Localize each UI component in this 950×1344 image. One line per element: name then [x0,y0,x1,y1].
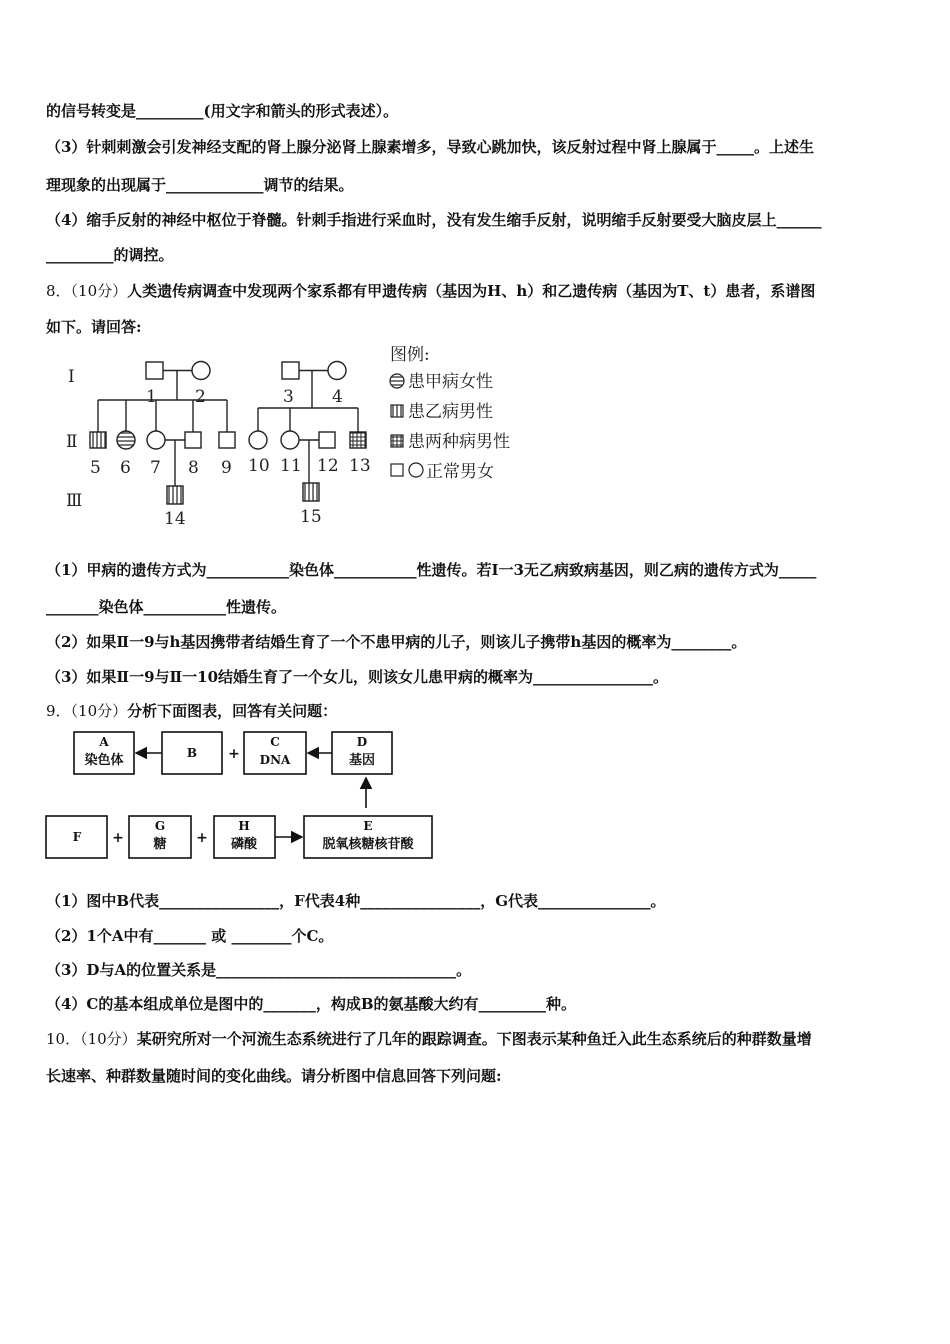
plus-G-H: + [196,830,208,846]
q10-line-2: 长速率、种群数量随时间的变化曲线。请分析图中信息回答下列问题: [46,1067,502,1085]
plus-F-G: + [112,830,124,846]
legend-label-3: 患两种病男性 [408,432,510,452]
id-10: 10 [248,456,270,476]
legend-symbol-4a [391,464,403,476]
box-H-text: 磷酸 [230,837,258,852]
person-6 [117,431,135,449]
q9-heading-text: 分析下面图表，回答有关问题： [127,702,338,720]
id-8: 8 [188,458,199,478]
q8-number: 8．（10分） [46,282,128,300]
q7-line-5: _________的调控。 [46,246,174,264]
q10-heading-text: 某研究所对一个河流生态系统进行了几年的跟踪调查。下图表示某种鱼迁入此生态系统后的种群数量增 [136,1030,812,1048]
box-C-letter: C [270,735,280,749]
box-E-text: 脱氧核糖核苷酸 [322,837,414,852]
id-7: 7 [150,458,161,478]
box-D-letter: D [356,735,368,749]
legend-symbol-2 [391,405,403,417]
pedigree-chart [60,340,540,535]
id-2: 2 [195,387,206,407]
id-15: 15 [300,507,322,527]
q9-heading [46,701,906,721]
q9-sub4: （4）C的基本组成单位是图中的_______，构成B的氨基酸大约有_________种。 [46,995,577,1013]
q8-line-2: 如下。请回答: [46,318,142,336]
q8-sub1-line2: _______染色体___________性遗传。 [46,598,287,616]
gene-structure-diagram [44,728,436,862]
person-5 [90,432,106,448]
id-1: 1 [146,387,157,407]
gen-label-III: Ⅲ [66,491,83,511]
person-8 [185,432,201,448]
person-10 [249,431,267,449]
q10-number: 10．（10分） [46,1030,137,1048]
pedigree-legend [390,345,510,482]
q7-line-3: 理现象的出现属于_____________调节的结果。 [46,176,354,194]
q9-sub2: （2）1个A中有_______ 或 ________个C。 [46,927,334,945]
q8-heading [46,281,906,301]
legend-label-1: 患甲病女性 [408,372,493,392]
q8-sub3: （3）如果Ⅱ一9与Ⅱ一10结婚生育了一个女儿，则该女儿患甲病的概率为________________。 [46,668,669,686]
legend-title: 图例: [390,345,430,365]
box-D-text: 基因 [348,753,376,768]
id-11: 11 [280,456,302,476]
person-4 [328,362,346,380]
legend-symbol-3 [391,435,403,447]
id-9: 9 [221,458,232,478]
q7-line-1: 的信号转变是_________(用文字和箭头的形式表述）。 [46,102,399,120]
box-H-letter: H [238,819,250,833]
q8-heading-text: 人类遗传病调查中发现两个家系都有甲遗传病（基因为H、h）和乙遗传病（基因为T、t）患者，系谱图 [127,282,816,300]
person-2 [192,362,210,380]
person-14 [167,486,183,504]
id-14: 14 [164,509,186,529]
q9-number: 9．（10分） [46,702,128,720]
id-12: 12 [317,456,339,476]
q9-sub3: （3）D与A的位置关系是________________________________。 [46,961,472,979]
legend-symbol-4b [409,463,423,477]
box-F-letter: F [72,830,82,844]
plus-B-C: + [228,746,240,762]
id-6: 6 [120,458,131,478]
q9-sub1: （1）图中B代表________________，F代表4种________________，G代表_______________。 [46,892,666,910]
q7-line-4: （4）缩手反射的神经中枢位于脊髓。针刺手指进行采血时，没有发生缩手反射，说明缩手反射要受大脑皮层上______ [46,211,822,229]
legend-label-2: 患乙病男性 [408,402,493,422]
id-5: 5 [90,458,101,478]
person-11 [281,431,299,449]
person-3 [282,362,299,379]
id-3: 3 [283,387,294,407]
legend-symbol-1 [390,374,404,388]
person-7 [147,431,165,449]
id-13: 13 [349,456,371,476]
q10-heading [46,1029,906,1049]
person-12 [319,432,335,448]
box-E-letter: E [363,819,373,833]
legend-label-4: 正常男女 [426,462,494,482]
person-9 [219,432,235,448]
q8-sub1-line1: （1）甲病的遗传方式为___________染色体___________性遗传。若Ⅰ一3无乙病致病基因，则乙病的遗传方式为_____ [46,561,817,579]
box-G-text: 糖 [153,837,167,852]
box-A-text: 染色体 [84,753,124,768]
box-B-letter: B [186,746,198,760]
person-15 [303,483,319,501]
gen-label-I: Ⅰ [68,367,75,387]
person-13 [350,432,366,448]
box-A-letter: A [99,735,109,749]
person-1 [146,362,163,379]
q7-line-2: （3）针刺刺激会引发神经支配的肾上腺分泌肾上腺素增多，导致心跳加快，该反射过程中肾上腺属于_____。上述生 [46,138,814,156]
box-C-text: DNA [259,753,291,767]
q8-sub2: （2）如果Ⅱ一9与h基因携带者结婚生育了一个不患甲病的儿子，则该儿子携带h基因的概率为________。 [46,633,747,651]
box-G-letter: G [154,819,166,833]
id-4: 4 [332,387,343,407]
gen-label-II: Ⅱ [66,432,78,452]
